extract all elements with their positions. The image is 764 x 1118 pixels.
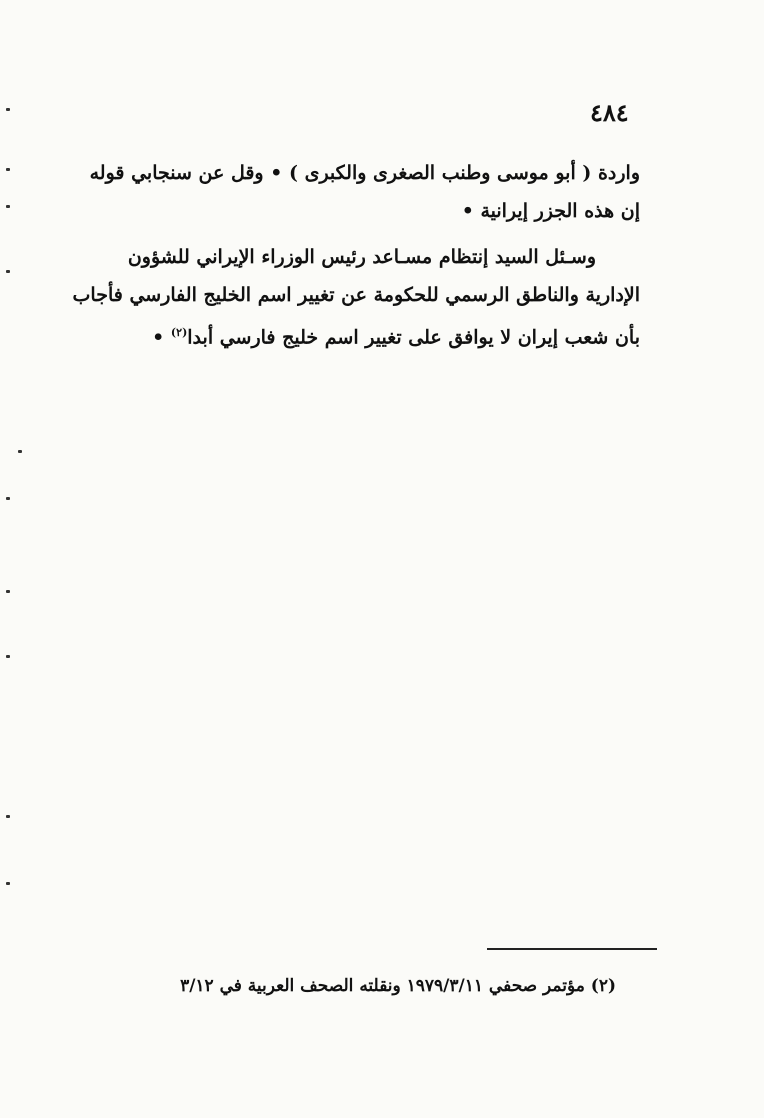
margin-speck — [6, 205, 10, 208]
margin-speck — [6, 655, 10, 658]
margin-speck — [6, 815, 10, 818]
paragraph-2-line-1: وسـئل السيد إنتظام مسـاعد رئيس الوزراء الإيراني للشؤون — [127, 246, 596, 268]
paragraph-2-line-2: الإدارية والناطق الرسمي للحكومة عن تغيير اسم الخليج الفارسي فأجاب — [72, 284, 640, 306]
paragraph-1 — [89, 154, 640, 230]
margin-speck — [18, 450, 22, 453]
margin-speck — [6, 497, 10, 500]
footnote-divider — [487, 948, 657, 950]
margin-speck — [6, 882, 10, 885]
paragraph-1-line-1: واردة ( أبو موسى وطنب الصغرى والكبرى ) • وقل عن سنجابي قوله — [89, 162, 640, 184]
footnote: (٢) مؤتمر صحفي ١٩٧٩/٣/١١ ونقلته الصحف العربية في ٣/١٢ — [180, 976, 616, 996]
margin-speck — [6, 108, 10, 111]
paragraph-2-line-3-text: بأن شعب إيران لا يوافق على تغيير اسم خليج فارسي أبدا — [187, 326, 640, 349]
page-number: ٤٨٤ — [590, 98, 629, 127]
paragraph-2 — [72, 238, 640, 352]
paragraph-2-line-3-end: • — [152, 326, 171, 349]
footnote-reference: (٢) — [170, 326, 188, 339]
margin-speck — [6, 270, 10, 273]
paragraph-2-line-3 — [108, 314, 640, 352]
margin-speck — [6, 168, 10, 171]
paragraph-1-line-2: إن هذه الجزر إيرانية • — [461, 200, 640, 222]
margin-speck — [6, 590, 10, 593]
